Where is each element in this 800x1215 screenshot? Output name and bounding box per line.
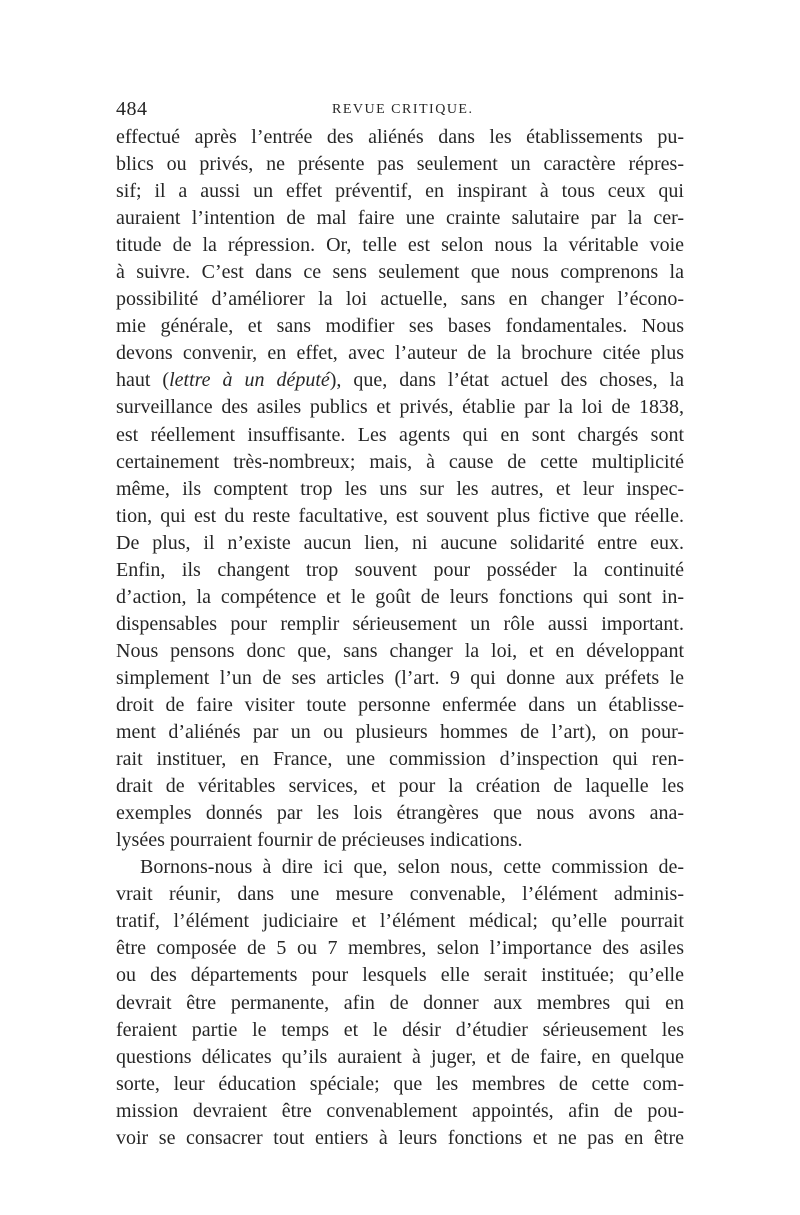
text-line: simplement l’un de ses articles (l’art. 9 qui donne aux préfets le bbox=[116, 666, 684, 689]
text-line: à suivre. C’est dans ce sens seulement que nous comprenons la bbox=[116, 261, 684, 284]
text-line: questions délicates qu’ils auraient à juger, et de faire, en quelque bbox=[116, 1045, 684, 1068]
text-line: devrait être permanente, afin de donner aux membres qui en bbox=[116, 991, 684, 1014]
text-line: exemples donnés par les lois étrangères que nous avons ana- bbox=[116, 802, 684, 825]
text-line-with-italic bbox=[116, 367, 684, 394]
text-line: ou des départements pour lesquels elle serait instituée; qu’elle bbox=[116, 964, 684, 987]
text-line: devons convenir, en effet, avec l’auteur de la brochure citée plus bbox=[116, 342, 684, 365]
text-line: drait de véritables services, et pour la création de laquelle les bbox=[116, 775, 684, 798]
text-line: Nous pensons donc que, sans changer la loi, et en développant bbox=[116, 639, 684, 662]
text-line: mission devraient être convenablement appointés, afin de pou- bbox=[116, 1099, 684, 1122]
text-line: même, ils comptent trop les uns sur les autres, et leur inspec- bbox=[116, 477, 684, 500]
text-line: voir se consacrer tout entiers à leurs fonctions et ne pas en être bbox=[116, 1126, 684, 1149]
paragraph-end-line: lysées pourraient fournir de précieuses indications. bbox=[116, 829, 523, 852]
text-segment: ), que, dans l’état actuel des choses, la bbox=[329, 369, 684, 392]
text-line: Enfin, ils changent trop souvent pour posséder la continuité bbox=[116, 558, 684, 581]
text-segment: haut ( bbox=[116, 369, 170, 392]
text-line: auraient l’intention de mal faire une crainte salutaire par la cer- bbox=[116, 207, 684, 230]
text-line: droit de faire visiter toute personne enfermée dans un établisse- bbox=[116, 693, 684, 716]
text-line: vrait réunir, dans une mesure convenable, l’élément adminis- bbox=[116, 883, 684, 906]
text-line: De plus, il n’existe aucun lien, ni aucune solidarité entre eux. bbox=[116, 531, 684, 554]
text-line: surveillance des asiles publics et privés, établie par la loi de 1838, bbox=[116, 396, 684, 419]
text-line: est réellement insuffisante. Les agents qui en sont chargés sont bbox=[116, 423, 684, 446]
text-line: mie générale, et sans modifier ses bases fondamentales. Nous bbox=[116, 315, 684, 338]
body-text bbox=[116, 124, 684, 1152]
text-line: dispensables pour remplir sérieusement un rôle aussi important. bbox=[116, 612, 684, 635]
text-line: blics ou privés, ne présente pas seulement un caractère répres- bbox=[116, 153, 684, 176]
text-line: certainement très-nombreux; mais, à cause de cette multiplicité bbox=[116, 450, 684, 473]
text-line: tratif, l’élément judiciaire et l’élément médical; qu’elle pourrait bbox=[116, 910, 684, 933]
text-line: ment d’aliénés par un ou plusieurs hommes de l’art), on pour- bbox=[116, 721, 684, 744]
text-line: rait instituer, en France, une commission d’inspection qui ren- bbox=[116, 748, 684, 771]
text-line: sif; il a aussi un effet préventif, en inspirant à tous ceux qui bbox=[116, 180, 684, 203]
text-line: être composée de 5 ou 7 membres, selon l’importance des asiles bbox=[116, 937, 684, 960]
text-line: feraient partie le temps et le désir d’étudier sérieusement les bbox=[116, 1018, 684, 1041]
page-header bbox=[116, 98, 684, 126]
page-number: 484 bbox=[116, 98, 148, 120]
paragraph-start-line: Bornons-nous à dire ici que, selon nous, cette commission de- bbox=[140, 856, 684, 879]
running-title: REVUE CRITIQUE. bbox=[332, 102, 474, 117]
text-line: sorte, leur éducation spéciale; que les membres de cette com- bbox=[116, 1072, 684, 1095]
text-line: effectué après l’entrée des aliénés dans les établissements pu- bbox=[116, 126, 684, 148]
italic-citation: lettre à un député bbox=[169, 369, 330, 392]
text-line: titude de la répression. Or, telle est selon nous la véritable voie bbox=[116, 234, 684, 257]
text-line: d’action, la compétence et le goût de leurs fonctions qui sont in- bbox=[116, 585, 684, 608]
text-line: possibilité d’améliorer la loi actuelle, sans en changer l’écono- bbox=[116, 288, 684, 311]
text-line: tion, qui est du reste facultative, est souvent plus fictive que réelle. bbox=[116, 504, 684, 527]
